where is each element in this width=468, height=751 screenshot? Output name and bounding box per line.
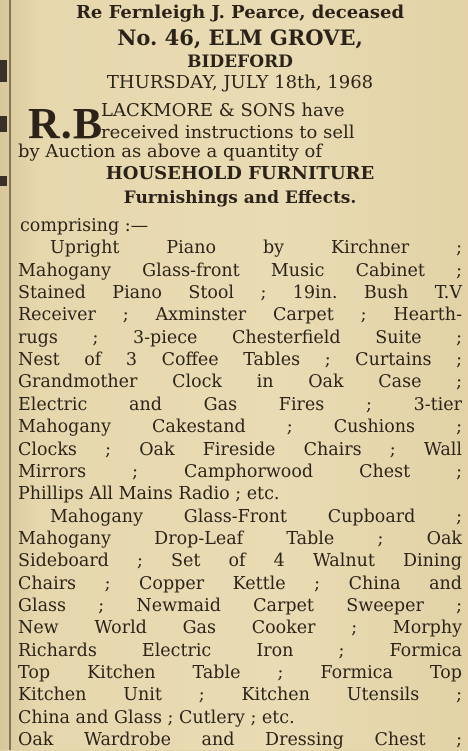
inventory-line: Mahogany Glass-front Music Cabinet ; [18,260,462,281]
inventory-line: Phillips All Mains Radio ; etc. [18,484,280,505]
inventory-line: Clocks ; Oak Fireside Chairs ; Wall [18,439,462,460]
inventory-line: Oak Wardrobe and Dressing Chest ; [18,730,462,751]
intro-line-2: received instructions to sell [101,122,355,143]
inventory-line: Upright Piano by Kirchner ; [50,238,462,259]
inventory-line: Mirrors ; Camphorwood Chest ; [18,461,462,482]
inventory-line: Receiver ; Axminster Carpet ; Hearth- [18,305,462,326]
adjacent-column-fragment [0,176,7,186]
inventory-line: rugs ; 3-piece Chesterfield Suite ; [18,327,462,348]
inventory-line: Stained Piano Stool ; 19in. Bush T.V [18,283,462,304]
left-column-gutter [0,0,12,750]
sale-date: THURSDAY, JULY 18th, 1968 [106,72,374,93]
furnishings-heading: Furnishings and Effects. [123,188,357,208]
inventory-line: Grandmother Clock in Oak Case ; [18,372,462,393]
estate-line: Re Fernleigh J. Pearce, deceased [75,2,405,23]
inventory-line: Kitchen Unit ; Kitchen Utensils ; [18,685,462,706]
inventory-line: Mahogany Drop-Leaf Table ; Oak [18,528,462,549]
inventory-line: Chairs ; Copper Kettle ; China and [18,573,462,594]
address-line: No. 46, ELM GROVE, [117,25,363,50]
inventory-line: Electric and Gas Fires ; 3-tier [18,394,462,415]
adjacent-column-fragment [0,116,7,132]
adjacent-column-fragment [0,60,7,82]
inventory-line: New World Gas Cooker ; Morphy [18,618,462,639]
town-line: BIDEFORD [187,52,293,72]
inventory-line: Sideboard ; Set of 4 Walnut Dining [18,551,462,572]
intro-line-3: by Auction as above a quantity of [18,141,323,162]
inventory-line: Glass ; Newmaid Carpet Sweeper ; [18,595,462,616]
inventory-line: Richards Electric Iron ; Formica [18,640,462,661]
inventory-line: Mahogany Cakestand ; Cushions ; [18,417,462,438]
intro-line-1: LACKMORE & SONS have [101,100,345,121]
inventory-line: China and Glass ; Cutlery ; etc. [18,707,295,728]
inventory-line: Top Kitchen Table ; Formica Top [18,663,462,683]
inventory-line: comprising :— [20,216,149,236]
drop-cap-initials: R.B [28,99,104,148]
inventory-line: Nest of 3 Coffee Tables ; Curtains ; [18,350,462,371]
household-furniture-heading: HOUSEHOLD FURNITURE [105,163,375,184]
column-rule [9,0,11,750]
inventory-line: Mahogany Glass-Front Cupboard ; [50,506,462,527]
